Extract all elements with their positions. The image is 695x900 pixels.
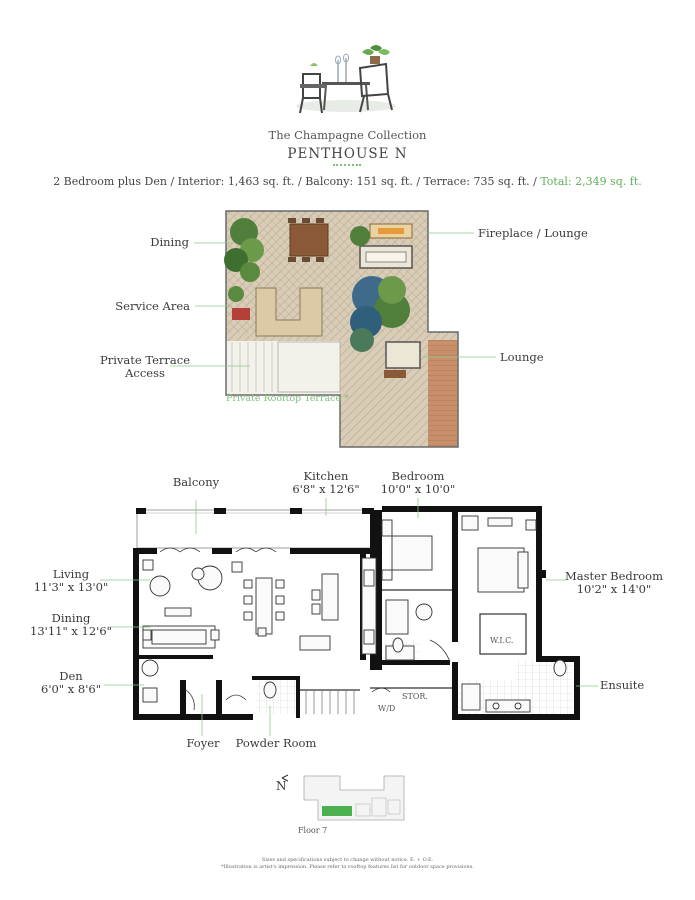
label-den-dim: 6'0" x 8'6" xyxy=(41,682,101,696)
label-terrace-dining: Dining xyxy=(150,235,189,249)
label-dining-name: Dining xyxy=(51,611,91,625)
label-private-terrace-line1: Private Terrace xyxy=(100,353,191,367)
unit-floor-plan xyxy=(133,506,580,720)
floor-label: Floor 7 xyxy=(298,826,328,835)
terrace-caption: Private Rooftop Terrace * xyxy=(226,393,349,404)
label-master-name: Master Bedroom xyxy=(565,569,663,583)
title-divider xyxy=(333,164,361,166)
page-title: PENTHOUSE N xyxy=(287,146,408,162)
footer-disclaimer: Sizes and specifications subject to change without notice. E. + O.E. xyxy=(261,857,434,863)
collection-name: The Champagne Collection xyxy=(268,128,427,142)
rooftop-terrace-plan xyxy=(224,211,458,447)
label-terrace-lounge: Lounge xyxy=(500,350,544,364)
label-fireplace-lounge: Fireplace / Lounge xyxy=(478,226,588,240)
label-den xyxy=(36,670,106,696)
label-service-area: Service Area xyxy=(115,299,190,313)
north-label: N xyxy=(276,779,287,793)
label-storage: STOR. xyxy=(402,692,428,701)
label-powder-room: Powder Room xyxy=(235,736,317,750)
label-master-dim: 10'2" x 14'0" xyxy=(576,582,652,596)
label-living-name: Living xyxy=(52,567,90,581)
label-den-name: Den xyxy=(59,669,83,683)
label-wic: W.I.C. xyxy=(490,636,514,645)
spec-breakdown: 2 Bedroom plus Den / Interior: 1,463 sq. ft. / Balcony: 151 sq. ft. / Terrace: 735 sq. ft. / xyxy=(53,175,541,188)
label-dining-dim: 13'11" x 12'6" xyxy=(30,624,112,638)
label-living xyxy=(30,568,112,594)
label-kitchen-name: Kitchen xyxy=(303,469,349,483)
label-private-terrace-access xyxy=(100,354,190,380)
label-ensuite: Ensuite xyxy=(600,678,645,692)
label-dining xyxy=(30,612,112,638)
label-kitchen xyxy=(286,470,366,496)
label-foyer: Foyer xyxy=(186,736,220,750)
footer-illustration-note: *Illustration is artist's impression. Please refer to rooftop features list for outdoor space provisions. xyxy=(221,864,474,870)
spec-total: Total: 2,349 sq. ft. xyxy=(540,175,642,188)
label-bedroom xyxy=(376,470,460,496)
label-bedroom-name: Bedroom xyxy=(391,469,445,483)
label-bedroom-dim: 10'0" x 10'0" xyxy=(380,482,456,496)
label-washer-dryer: W/D xyxy=(378,704,396,713)
label-balcony: Balcony xyxy=(172,475,220,489)
unit-specs xyxy=(0,175,695,188)
label-kitchen-dim: 6'8" x 12'6" xyxy=(292,482,360,496)
label-living-dim: 11'3" x 13'0" xyxy=(33,580,109,594)
champagne-illustration xyxy=(296,45,396,113)
label-master-bedroom xyxy=(564,570,664,596)
label-private-terrace-line2: Access xyxy=(125,366,165,380)
key-plan xyxy=(282,775,404,820)
